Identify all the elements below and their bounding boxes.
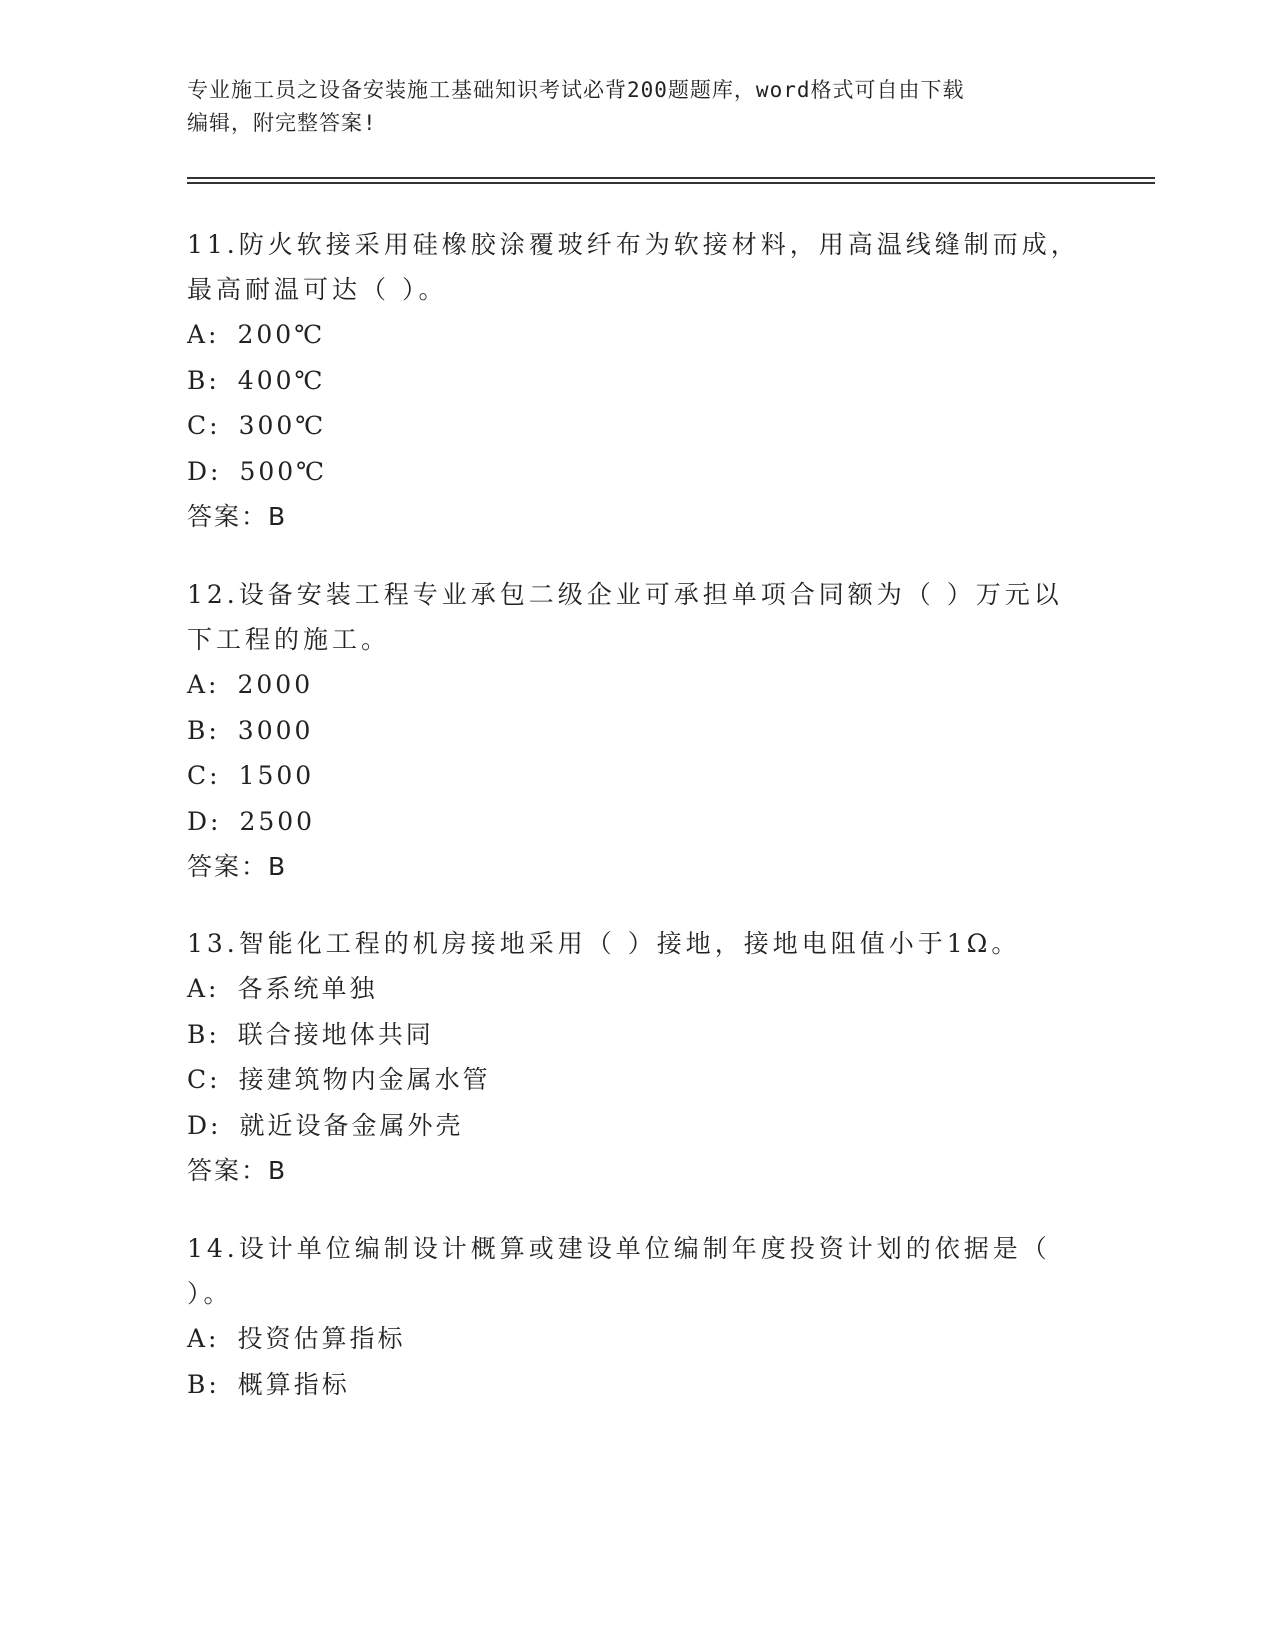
option-d [187,799,1087,845]
option-text: 500℃ [239,456,328,486]
option-letter: B: [187,365,220,395]
answer-line: 答案：B [187,852,288,881]
option-text: 2500 [239,806,316,836]
option-letter: C: [187,411,221,440]
question-11 [187,222,1087,539]
question-stem-line: 最高耐温可达（ ）。 [187,275,448,304]
option-d [187,449,1087,495]
header-divider-bottom [187,182,1155,184]
option-letter: B: [187,715,220,745]
option-c [187,1057,1087,1103]
option-letter: A: [187,670,220,699]
option-text: 概算指标 [237,1369,350,1399]
question-stem-line: 12.设备安装工程专业承包二级企业可承担单项合同额为（ ）万元以 [187,580,1063,609]
option-text: 2000 [237,670,314,699]
option-text: 联合接地体共同 [237,1019,434,1049]
option-text: 300℃ [238,411,327,440]
question-stem-line: 11.防火软接采用硅橡胶涂覆玻纤布为软接材料，用高温线缝制而成， [187,230,1080,259]
option-a [187,1316,1087,1362]
header-line-1: 专业施工员之设备安装施工基础知识考试必背200题题库，word格式可自由下载 [187,78,965,102]
answer-line: 答案：B [187,1156,288,1185]
option-a [187,312,1087,358]
option-b [187,1362,1087,1408]
option-a [187,662,1087,708]
option-letter: A: [187,320,220,349]
option-letter: A: [187,974,220,1003]
option-text: 投资估算指标 [237,1324,406,1353]
question-13 [187,921,1087,1193]
option-letter: B: [187,1019,220,1049]
option-c [187,403,1087,449]
header-line-2: 编辑，附完整答案! [187,111,377,135]
question-stem-line: 14.设计单位编制设计概算或建设单位编制年度投资计划的依据是（ [187,1234,1051,1263]
answer-line: 答案：B [187,502,288,531]
option-letter: C: [187,761,221,790]
document-header [187,74,1087,140]
question-stem-line: 下工程的施工。 [187,625,391,654]
question-stem-line: ）。 [187,1279,233,1308]
option-letter: D: [187,1110,222,1140]
option-b [187,358,1087,404]
option-letter: D: [187,806,222,836]
question-12 [187,572,1087,889]
option-letter: B: [187,1369,220,1399]
option-b [187,708,1087,754]
option-a [187,966,1087,1012]
option-c [187,753,1087,799]
option-text: 就近设备金属外壳 [239,1110,464,1140]
option-text: 3000 [237,715,314,745]
question-14 [187,1226,1087,1407]
option-text: 接建筑物内金属水管 [238,1065,491,1094]
option-d [187,1103,1087,1149]
option-text: 400℃ [237,365,326,395]
option-b [187,1012,1087,1058]
option-letter: D: [187,456,222,486]
option-text: 各系统单独 [237,974,378,1003]
header-divider-top [187,177,1155,179]
option-text: 200℃ [237,320,326,349]
option-letter: C: [187,1065,221,1094]
option-letter: A: [187,1324,220,1353]
question-stem-line: 13.智能化工程的机房接地采用（ ）接地，接地电阻值小于1Ω。 [187,929,1021,958]
option-text: 1500 [238,761,315,790]
